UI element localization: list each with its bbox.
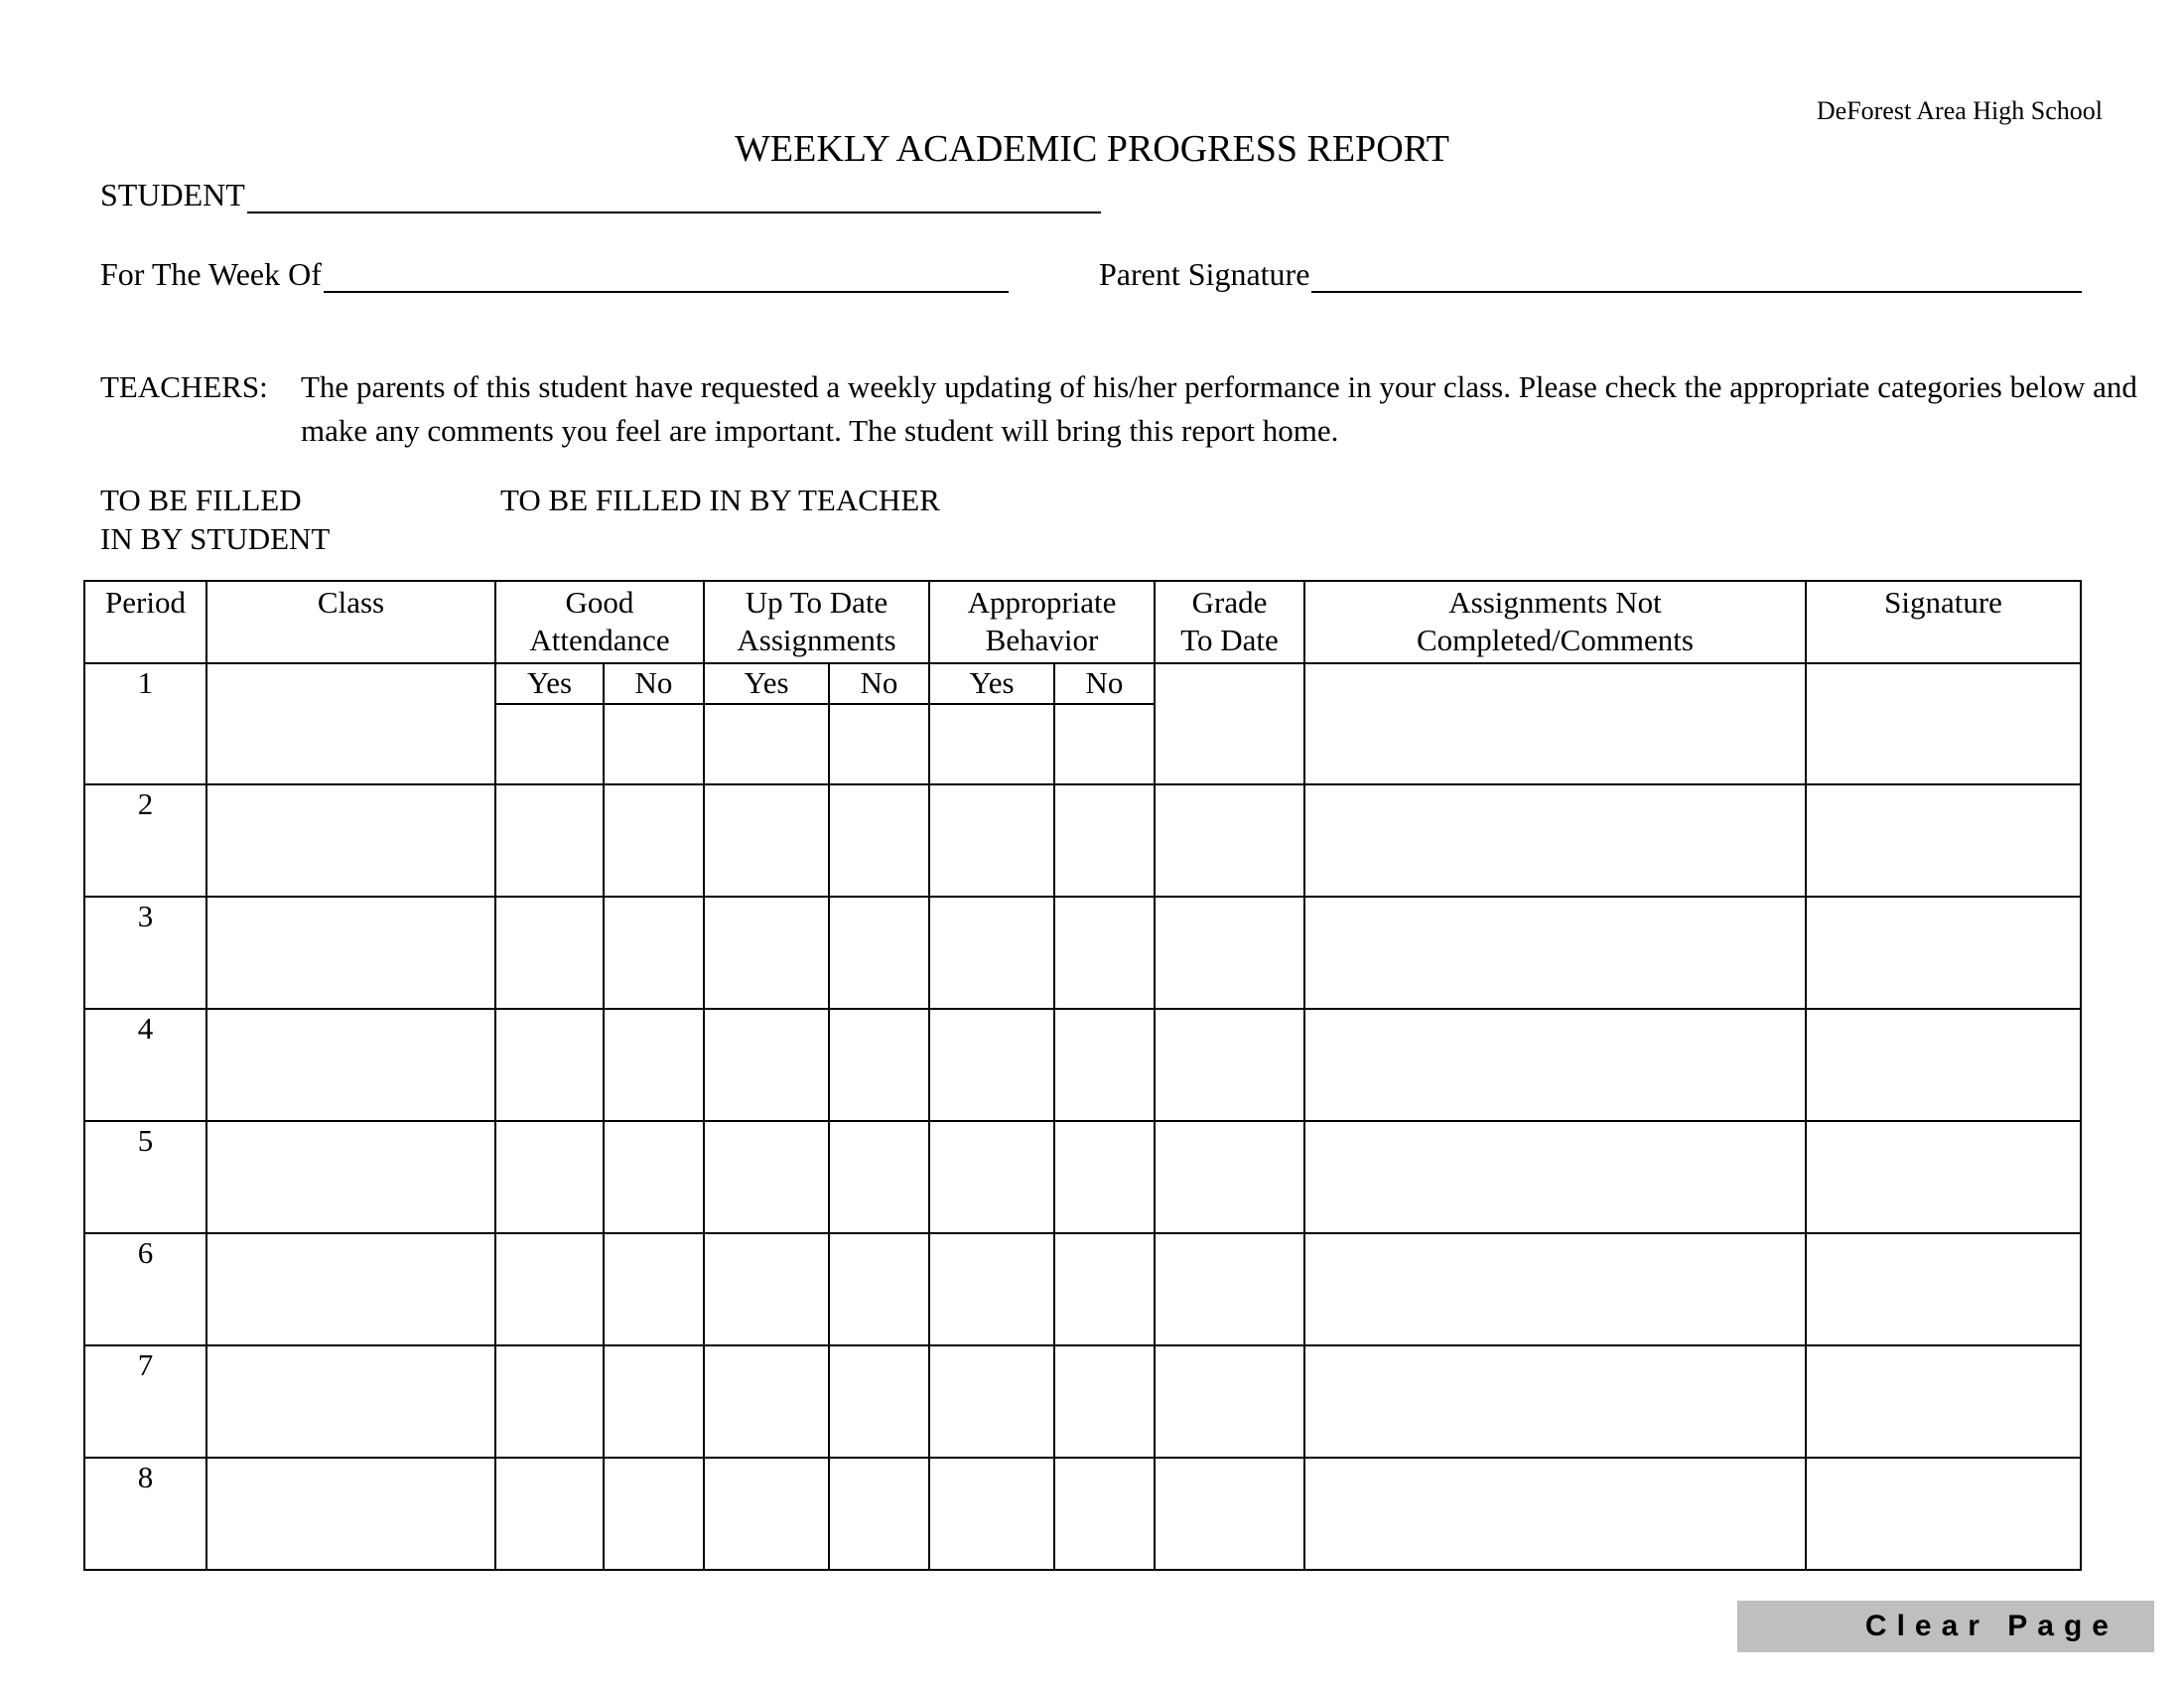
signature-cell[interactable] [1806, 663, 2081, 784]
class-cell[interactable] [206, 1009, 495, 1121]
assignments-yes-cell[interactable] [704, 1233, 829, 1345]
behavior-yes-cell[interactable] [929, 1121, 1054, 1233]
table-row [84, 1345, 2081, 1458]
signature-cell[interactable] [1806, 897, 2081, 1009]
class-cell[interactable] [206, 1345, 495, 1458]
assignments-yes-cell[interactable] [704, 1121, 829, 1233]
header-class: Class [206, 581, 495, 663]
attendance-no-cell[interactable] [604, 704, 704, 784]
class-cell[interactable] [206, 663, 495, 784]
class-cell[interactable] [206, 1233, 495, 1345]
assignments-no-cell[interactable] [829, 1233, 929, 1345]
student-field [100, 177, 1101, 213]
behavior-yes-cell[interactable] [929, 1009, 1054, 1121]
table-row [84, 1009, 2081, 1121]
behavior-no-cell[interactable] [1054, 1233, 1155, 1345]
header-comments: Assignments Not Completed/Comments [1304, 581, 1806, 663]
assignments-yes-label: Yes [704, 663, 829, 704]
header-period: Period [84, 581, 206, 663]
attendance-no-cell[interactable] [604, 1121, 704, 1233]
behavior-yes-cell[interactable] [929, 1458, 1054, 1570]
comments-cell[interactable] [1304, 663, 1806, 784]
assignments-yes-cell[interactable] [704, 1345, 829, 1458]
attendance-yes-cell[interactable] [495, 704, 604, 784]
grade-cell[interactable] [1155, 1121, 1304, 1233]
period-number: 1 [84, 663, 206, 784]
attendance-yes-cell[interactable] [495, 1121, 604, 1233]
teacher-instructions [100, 365, 2147, 453]
behavior-no-cell[interactable] [1054, 1121, 1155, 1233]
instructions-text: The parents of this student have requested a weekly updating of his/her performance in your class. Please check the appropriate categories below and make any comments you feel are important. The student will bring this report home. [301, 369, 2137, 448]
comments-cell[interactable] [1304, 1345, 1806, 1458]
assignments-yes-cell[interactable] [704, 704, 829, 784]
week-input-line[interactable] [324, 257, 1009, 293]
assignments-yes-cell[interactable] [704, 1458, 829, 1570]
behavior-no-cell[interactable] [1054, 1458, 1155, 1570]
behavior-yes-cell[interactable] [929, 784, 1054, 897]
table-row [84, 897, 2081, 1009]
attendance-no-cell[interactable] [604, 1009, 704, 1121]
period-number: 2 [84, 784, 206, 897]
behavior-no-cell[interactable] [1054, 1345, 1155, 1458]
week-field [100, 256, 1009, 293]
attendance-yes-cell[interactable] [495, 897, 604, 1009]
period-number: 3 [84, 897, 206, 1009]
week-label: For The Week Of [100, 256, 322, 292]
progress-table [83, 580, 2082, 1571]
comments-cell[interactable] [1304, 1233, 1806, 1345]
period-number: 6 [84, 1233, 206, 1345]
period-number: 7 [84, 1345, 206, 1458]
table-row [84, 1233, 2081, 1345]
period-number: 5 [84, 1121, 206, 1233]
assignments-no-cell[interactable] [829, 1458, 929, 1570]
table-row [84, 1121, 2081, 1233]
student-section-line2: IN BY STUDENT [100, 521, 331, 556]
attendance-no-label: No [604, 663, 704, 704]
signature-cell[interactable] [1806, 1009, 2081, 1121]
attendance-no-cell[interactable] [604, 1345, 704, 1458]
signature-cell[interactable] [1806, 1345, 2081, 1458]
grade-cell[interactable] [1155, 897, 1304, 1009]
assignments-yes-cell[interactable] [704, 1009, 829, 1121]
signature-cell[interactable] [1806, 1233, 2081, 1345]
assignments-yes-cell[interactable] [704, 897, 829, 1009]
attendance-no-cell[interactable] [604, 897, 704, 1009]
table-row [84, 784, 2081, 897]
parent-signature-field [1099, 256, 2082, 293]
signature-cell[interactable] [1806, 1121, 2081, 1233]
assignments-no-cell[interactable] [829, 1345, 929, 1458]
assignments-no-cell[interactable] [829, 1009, 929, 1121]
behavior-yes-label: Yes [929, 663, 1054, 704]
attendance-yes-cell[interactable] [495, 1009, 604, 1121]
student-input-line[interactable] [247, 178, 1101, 213]
class-cell[interactable] [206, 1121, 495, 1233]
grade-cell[interactable] [1155, 1345, 1304, 1458]
school-name: DeForest Area High School [1816, 96, 2103, 125]
grade-cell[interactable] [1155, 1009, 1304, 1121]
comments-cell[interactable] [1304, 1458, 1806, 1570]
header-grade: Grade To Date [1155, 581, 1304, 663]
behavior-no-cell[interactable] [1054, 897, 1155, 1009]
student-section-line1: TO BE FILLED [100, 483, 302, 517]
attendance-yes-cell[interactable] [495, 1233, 604, 1345]
assignments-no-cell[interactable] [829, 784, 929, 897]
instructions-label: TEACHERS: [100, 369, 268, 404]
header-assignments: Up To Date Assignments [704, 581, 929, 663]
attendance-yes-cell[interactable] [495, 1458, 604, 1570]
behavior-no-cell[interactable] [1054, 1009, 1155, 1121]
page-title: WEEKLY ACADEMIC PROGRESS REPORT [735, 128, 1449, 170]
parent-signature-input-line[interactable] [1311, 257, 2082, 293]
student-section-label [100, 481, 330, 558]
behavior-yes-cell[interactable] [929, 704, 1054, 784]
assignments-no-cell[interactable] [829, 897, 929, 1009]
assignments-yes-cell[interactable] [704, 784, 829, 897]
class-cell[interactable] [206, 1458, 495, 1570]
behavior-no-cell[interactable] [1054, 784, 1155, 897]
assignments-no-cell[interactable] [829, 704, 929, 784]
period-number: 4 [84, 1009, 206, 1121]
parent-signature-label: Parent Signature [1099, 256, 1310, 292]
header-behavior: Appropriate Behavior [929, 581, 1155, 663]
behavior-yes-cell[interactable] [929, 1345, 1054, 1458]
grade-cell[interactable] [1155, 1458, 1304, 1570]
grade-cell[interactable] [1155, 1233, 1304, 1345]
attendance-no-cell[interactable] [604, 1458, 704, 1570]
behavior-no-cell[interactable] [1054, 704, 1155, 784]
assignments-no-cell[interactable] [829, 1121, 929, 1233]
attendance-yes-cell[interactable] [495, 1345, 604, 1458]
table-row [84, 663, 2081, 704]
attendance-no-cell[interactable] [604, 784, 704, 897]
clear-page-button[interactable]: Clear Page [1737, 1601, 2154, 1652]
behavior-yes-cell[interactable] [929, 897, 1054, 1009]
header-signature: Signature [1806, 581, 2081, 663]
comments-cell[interactable] [1304, 897, 1806, 1009]
attendance-yes-cell[interactable] [495, 784, 604, 897]
table-row [84, 1458, 2081, 1570]
attendance-yes-label: Yes [495, 663, 604, 704]
behavior-no-label: No [1054, 663, 1155, 704]
student-label: STUDENT [100, 177, 245, 212]
class-cell[interactable] [206, 784, 495, 897]
comments-cell[interactable] [1304, 1121, 1806, 1233]
comments-cell[interactable] [1304, 784, 1806, 897]
grade-cell[interactable] [1155, 784, 1304, 897]
signature-cell[interactable] [1806, 1458, 2081, 1570]
class-cell[interactable] [206, 897, 495, 1009]
signature-cell[interactable] [1806, 784, 2081, 897]
header-attendance: Good Attendance [495, 581, 704, 663]
teacher-section-label: TO BE FILLED IN BY TEACHER [500, 483, 940, 517]
attendance-no-cell[interactable] [604, 1233, 704, 1345]
period-number: 8 [84, 1458, 206, 1570]
grade-cell[interactable] [1155, 663, 1304, 784]
assignments-no-label: No [829, 663, 929, 704]
behavior-yes-cell[interactable] [929, 1233, 1054, 1345]
comments-cell[interactable] [1304, 1009, 1806, 1121]
